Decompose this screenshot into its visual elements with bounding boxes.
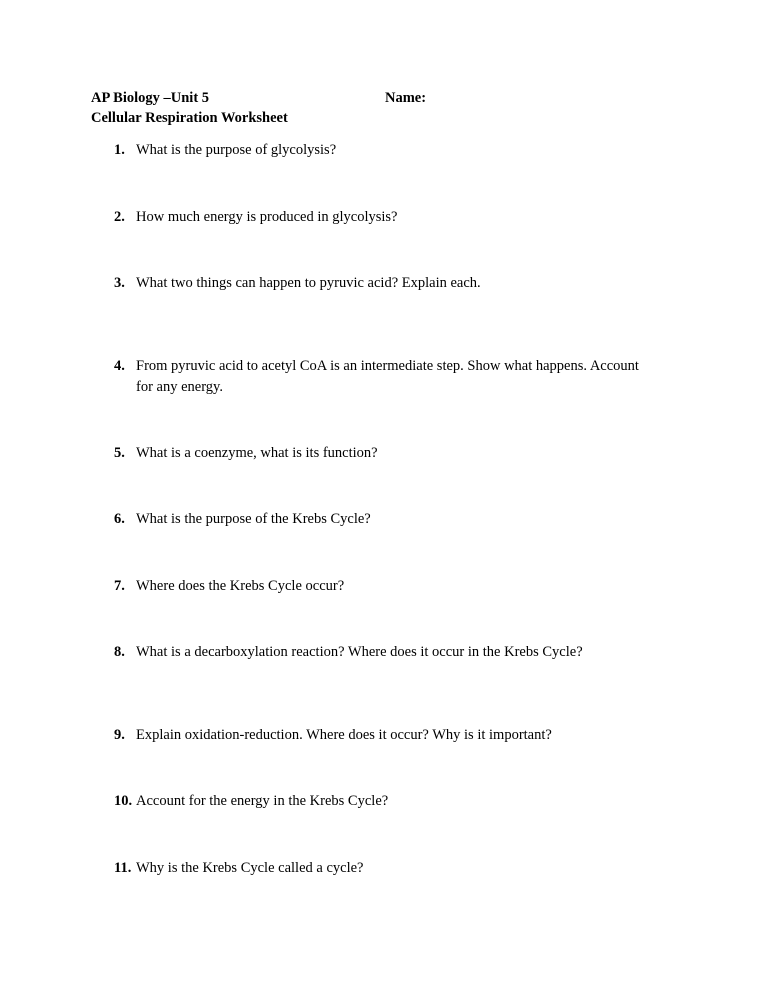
worksheet-title: Cellular Respiration Worksheet — [91, 110, 288, 126]
question-5 — [114, 443, 674, 464]
question-number: 11. — [114, 860, 132, 876]
question-text: What is a decarboxylation reaction? Where does it occur in the Krebs Cycle? — [136, 644, 583, 660]
question-number: 5. — [114, 445, 125, 461]
question-number: 10. — [114, 793, 133, 809]
question-number: 3. — [114, 275, 125, 291]
question-1 — [114, 140, 674, 161]
question-number: 4. — [114, 358, 125, 374]
question-text: Account for the energy in the Krebs Cycle? — [136, 793, 389, 809]
question-text: What is a coenzyme, what is its function? — [136, 445, 378, 461]
question-4 — [114, 356, 659, 398]
question-text: From pyruvic acid to acetyl CoA is an intermediate step. Show what happens. Account for any energy. — [136, 358, 639, 395]
question-number: 7. — [114, 578, 125, 594]
question-text: Explain oxidation-reduction. Where does it occur? Why is it important? — [136, 727, 552, 743]
question-2 — [114, 207, 674, 228]
question-10 — [114, 791, 674, 812]
question-8 — [114, 642, 674, 663]
question-9 — [114, 725, 674, 746]
question-text: Where does the Krebs Cycle occur? — [136, 578, 345, 594]
question-text: What is the purpose of glycolysis? — [136, 142, 337, 158]
question-7 — [114, 576, 674, 597]
question-number: 1. — [114, 142, 125, 158]
question-number: 8. — [114, 644, 125, 660]
question-3 — [114, 273, 674, 294]
course-heading: AP Biology –Unit 5 — [91, 90, 210, 106]
question-number: 9. — [114, 727, 125, 743]
question-6 — [114, 509, 674, 530]
question-number: 2. — [114, 209, 125, 225]
question-text: How much energy is produced in glycolysis? — [136, 209, 398, 225]
question-11 — [114, 858, 674, 879]
question-text: What two things can happen to pyruvic acid? Explain each. — [136, 275, 481, 291]
name-label: Name: — [385, 90, 427, 106]
question-text: What is the purpose of the Krebs Cycle? — [136, 511, 371, 527]
question-number: 6. — [114, 511, 125, 527]
question-text: Why is the Krebs Cycle called a cycle? — [136, 860, 364, 876]
